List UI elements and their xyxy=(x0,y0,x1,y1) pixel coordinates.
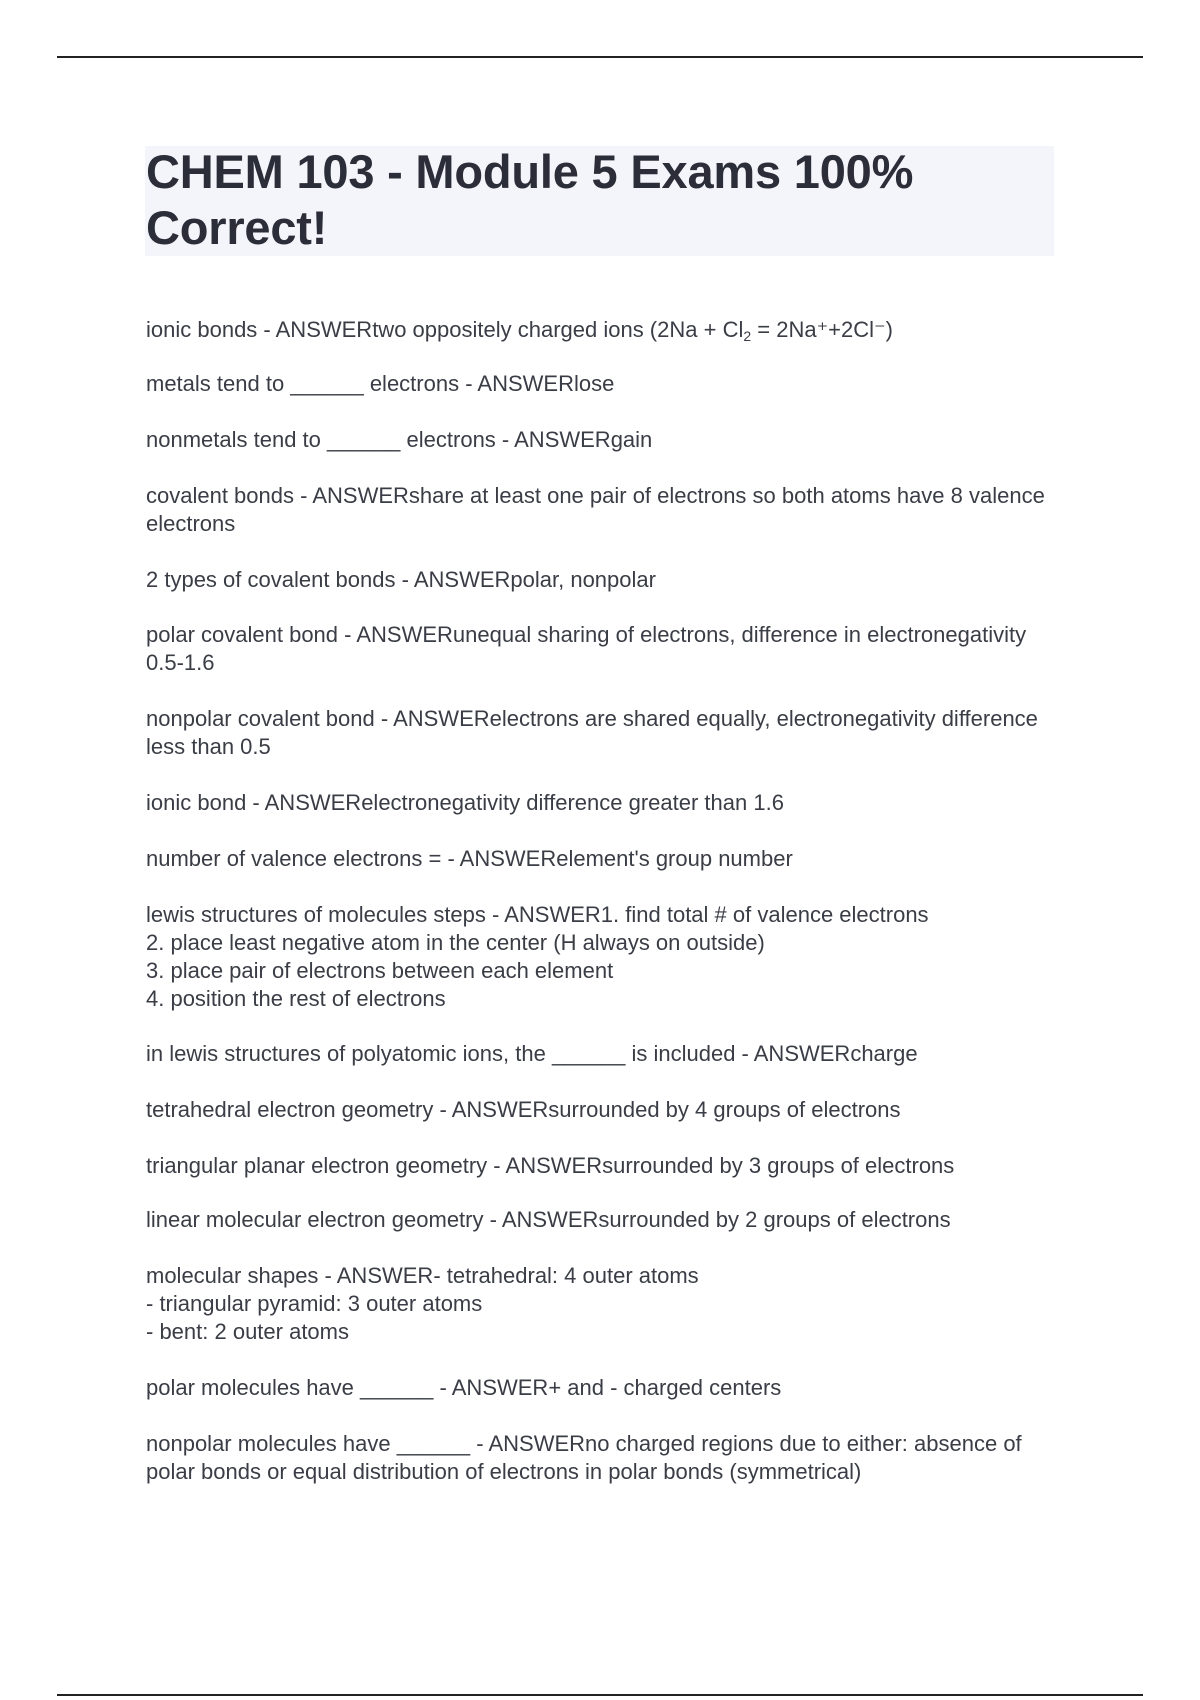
qa-item: polar covalent bond - ANSWERunequal sharing of electrons, difference in electronegativity 0.5-1.6 xyxy=(146,622,1027,675)
qa-item: linear molecular electron geometry - ANSWERsurrounded by 2 groups of electrons xyxy=(146,1207,951,1232)
top-rule xyxy=(57,56,1143,58)
qa-item-ionic-bonds: ionic bonds - ANSWERtwo oppositely charged ions $(2Na + Cl_2 = 2Na^++2Cl^-)$ xyxy=(146,317,893,344)
qa-item: metals tend to ______ electrons - ANSWERlose xyxy=(146,371,615,396)
qa-item: 2 types of covalent bonds - ANSWERpolar, nonpolar xyxy=(146,567,656,592)
bottom-rule xyxy=(57,1694,1143,1696)
qa-item: covalent bonds - ANSWERshare at least one pair of electrons so both atoms have 8 valence electrons xyxy=(146,483,1045,536)
qa-item: molecular shapes - ANSWER- tetrahedral: 4 outer atoms - triangular pyramid: 3 outer atoms - bent: 2 outer atoms xyxy=(146,1263,699,1344)
qa-item: nonmetals tend to ______ electrons - ANSWERgain xyxy=(146,427,653,452)
qa-item: polar molecules have ______ - ANSWER+ and - charged centers xyxy=(146,1375,782,1400)
qa-item: lewis structures of molecules steps - ANSWER1. find total # of valence electrons 2. place least negative atom in the center (H always on outside) 3. place pair of electrons between each element 4. position the rest of electrons xyxy=(146,902,929,1011)
qa-item: nonpolar covalent bond - ANSWERelectrons are shared equally, electronegativity difference less than 0.5 xyxy=(146,706,1038,759)
qa-item: nonpolar molecules have ______ - ANSWERno charged regions due to either: absence of polar bonds or equal distribution of electrons in polar bonds (symmetrical) xyxy=(146,1431,1022,1484)
qa-item: triangular planar electron geometry - ANSWERsurrounded by 3 groups of electrons xyxy=(146,1153,955,1178)
qa-item: ionic bond - ANSWERelectronegativity difference greater than 1.6 xyxy=(146,790,784,815)
page-title: CHEM 103 - Module 5 Exams 100% Correct! xyxy=(146,145,914,254)
qa-item: in lewis structures of polyatomic ions, the ______ is included - ANSWERcharge xyxy=(146,1041,918,1066)
qa-item: number of valence electrons = - ANSWERelement's group number xyxy=(146,846,793,871)
qa-item: tetrahedral electron geometry - ANSWERsurrounded by 4 groups of electrons xyxy=(146,1097,901,1122)
